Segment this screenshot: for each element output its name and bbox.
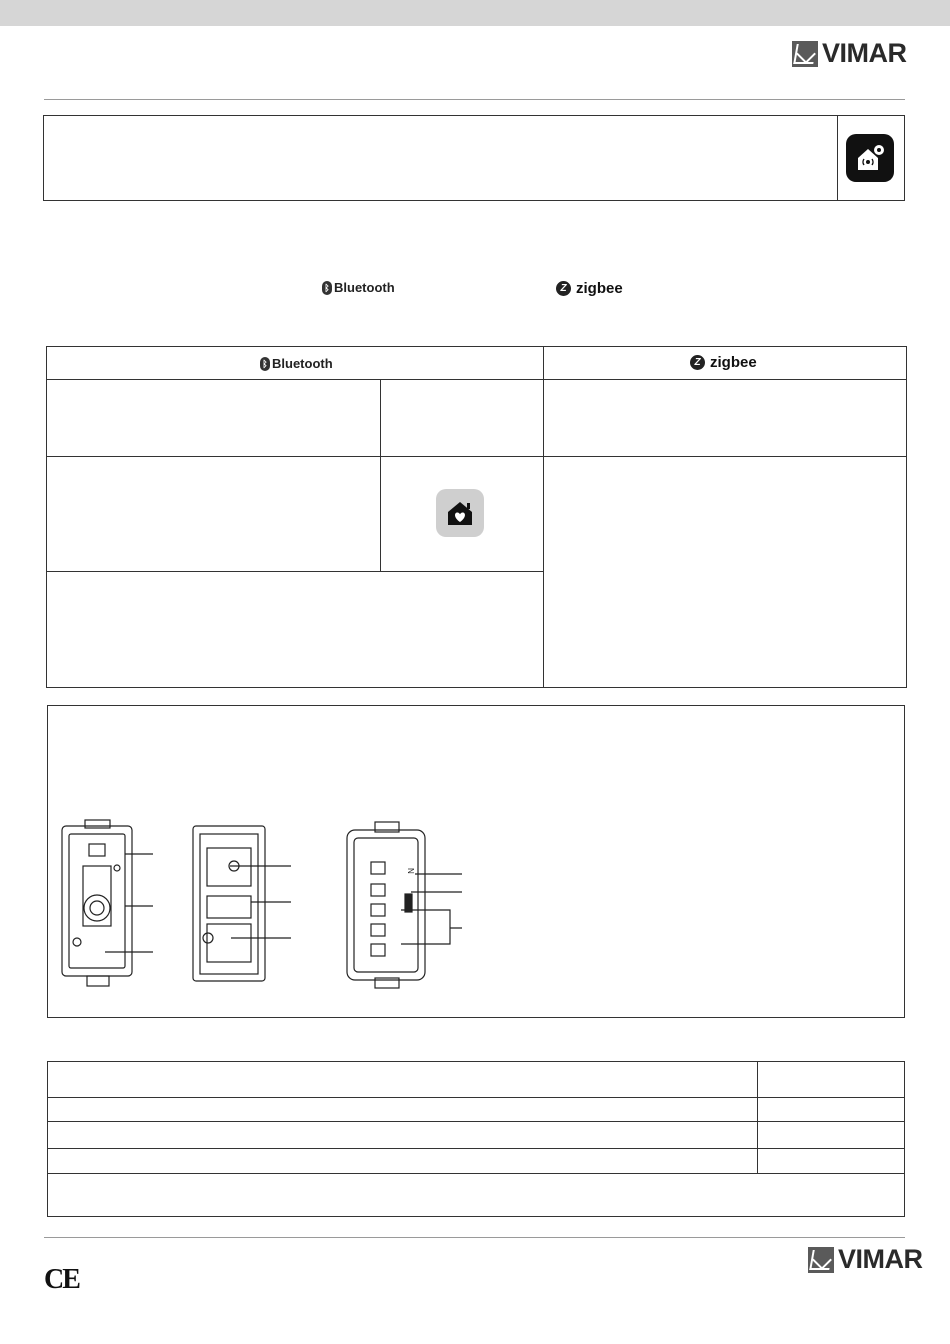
vimar-mark-icon [792, 41, 818, 67]
ordering-row-divider-4 [47, 1173, 905, 1174]
title-box-divider [837, 115, 838, 201]
terminal-n-label: N [406, 868, 415, 874]
vimar-mark-icon [808, 1247, 834, 1273]
title-box [43, 115, 905, 201]
ordering-row-divider-2 [47, 1121, 905, 1122]
table-bluetooth-header: ᛒ Bluetooth [260, 356, 333, 371]
side-view-diagram [193, 826, 291, 981]
ce-mark: CE [44, 1264, 79, 1295]
bluetooth-icon: ᛒ [322, 281, 332, 295]
zigbee-icon: Z [690, 355, 705, 370]
bluetooth-logo: ᛒ Bluetooth [322, 280, 395, 295]
table-column-divider [543, 346, 544, 688]
table-row-divider-2 [46, 571, 544, 572]
table-header-divider [46, 379, 907, 380]
view-wireless-app-icon [846, 134, 894, 182]
front-view-diagram [62, 820, 153, 986]
footer-brand-name: VIMAR [838, 1244, 923, 1274]
ordering-table [47, 1061, 905, 1217]
home-settings-icon [846, 134, 894, 182]
home-heart-icon [436, 489, 484, 537]
footer-divider [44, 1237, 905, 1238]
header-divider [44, 99, 905, 100]
ordering-row-divider-3 [47, 1148, 905, 1149]
table-zigbee-header: Z zigbee [690, 354, 757, 371]
footer-vimar-logo [808, 1244, 923, 1275]
view-app-icon [436, 489, 484, 537]
ordering-table-col-divider [757, 1061, 758, 1173]
zigbee-logo: Z zigbee [556, 280, 623, 297]
brand-name: VIMAR [822, 38, 907, 68]
vimar-logo [792, 38, 907, 69]
device-diagrams [55, 818, 475, 993]
bluetooth-icon: ᛒ [260, 357, 270, 371]
zigbee-icon: Z [556, 281, 571, 296]
table-row-divider-1 [46, 456, 907, 457]
ordering-row-divider-1 [47, 1097, 905, 1098]
table-subcolumn-divider [380, 379, 381, 571]
top-bar [0, 0, 950, 26]
back-view-diagram [347, 822, 462, 988]
